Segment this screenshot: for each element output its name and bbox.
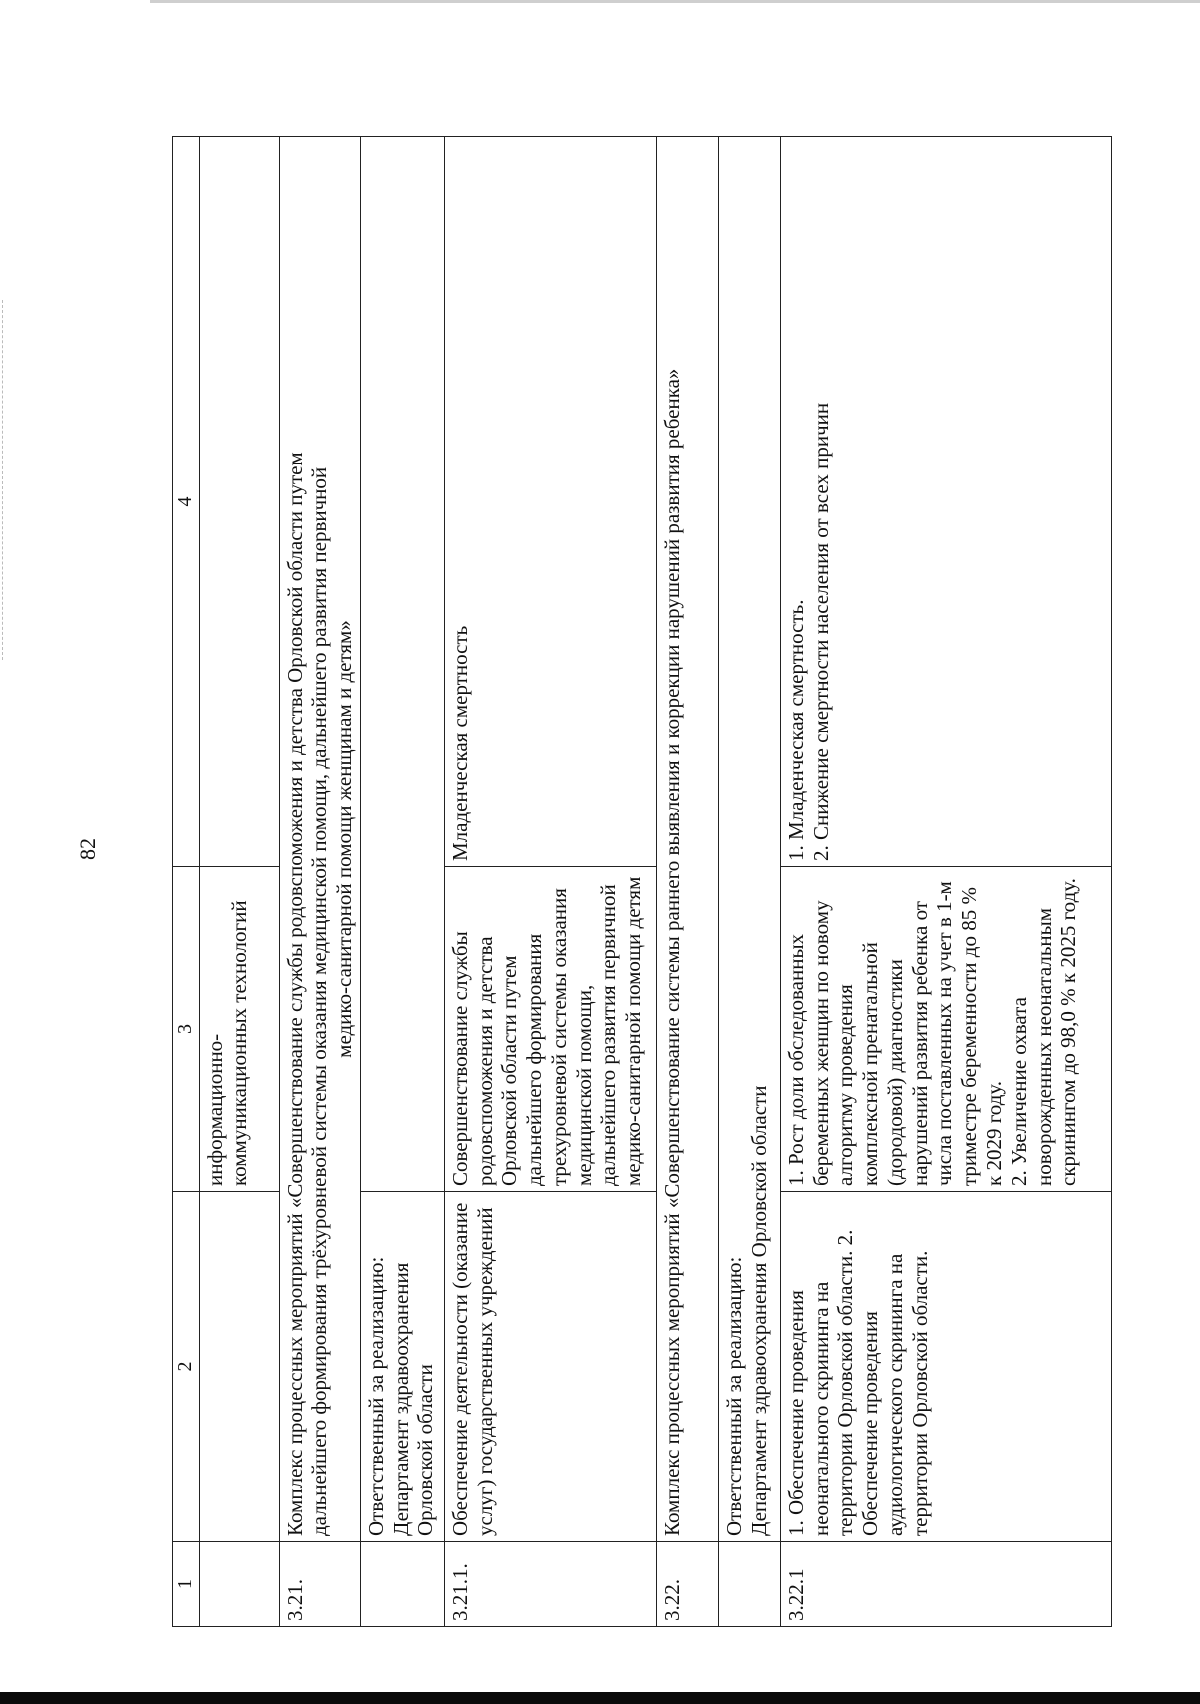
result-cell: Совершенствование службы родовспоможения и детства Орловской области путем дальнейшего формирования трехуровневой системы оказания медицинской помощи, дальнейшего развития первичной медико-санитарной помощи детям — [444, 867, 656, 1192]
indicator-cell: 1. Младенческая смертность. 2. Снижение смертности населения от всех причин — [780, 137, 1111, 867]
scan-edge-top — [150, 0, 1200, 3]
continuation-cell: информационно-коммуникационных технологий — [199, 867, 279, 1192]
table-row — [360, 137, 444, 1627]
row-number: 3.22.1 — [780, 1542, 1111, 1627]
page-number: 82 — [75, 838, 100, 860]
activity-cell: 1. Обеспечение проведения неонатального скрининга на территории Орловской области. 2. Обеспечение проведения аудиологического скрининга на территории Орловской области. — [780, 1192, 1111, 1542]
result-cell: 1. Рост доли обследованных беременных женщин по новому алгоритму проведения комплексной пренатальной (дородовой) диагностики нарушений развития ребенка от числа поставленных на учет в 1-м триместре беременности до 85 % к 2029 году. 2. Увеличение охвата новорожденных неонатальным скринингом до 98,0 % к 2025 году. — [780, 867, 1111, 1192]
header-row — [173, 137, 200, 1627]
row-number: 3.21.1. — [444, 1542, 656, 1627]
header-col-3: 3 — [173, 867, 200, 1192]
scan-edge-bottom — [0, 1692, 1200, 1704]
table-row — [199, 137, 279, 1627]
responsible-cell: Ответственный за реализацию: Департамент здравоохранения Орловской области — [360, 1192, 444, 1542]
row-number: 3.21. — [279, 1542, 360, 1627]
table-row — [780, 137, 1111, 1627]
table-row — [444, 137, 656, 1627]
row-number: 3.22. — [656, 1542, 718, 1627]
activity-cell: Обеспечение деятельности (оказание услуг) государственных учреждений — [444, 1192, 656, 1542]
indicator-cell: Младенческая смертность — [444, 137, 656, 867]
rotated-table-wrapper — [172, 137, 1112, 1627]
table-row — [656, 137, 718, 1627]
scan-edge-left — [2, 300, 4, 660]
section-title: Комплекс процессных мероприятий «Совершенствование системы раннего выявления и коррекции нарушений развития ребенка» — [656, 137, 718, 1542]
program-table — [172, 136, 1112, 1627]
table-row — [718, 137, 780, 1627]
header-col-4: 4 — [173, 137, 200, 867]
responsible-cell: Ответственный за реализацию: Департамент здравоохранения Орловской области — [718, 137, 780, 1542]
table-row — [279, 137, 360, 1627]
header-col-1: 1 — [173, 1542, 200, 1627]
header-col-2: 2 — [173, 1192, 200, 1542]
section-title: Комплекс процессных мероприятий «Совершенствование службы родовспоможения и детства Орловской области путем дальнейшего формирования трёхуровневой системы оказания медицинской помощи, дальнейшего развития первичной медико-санитарной помощи женщинам и детям» — [279, 137, 360, 1542]
